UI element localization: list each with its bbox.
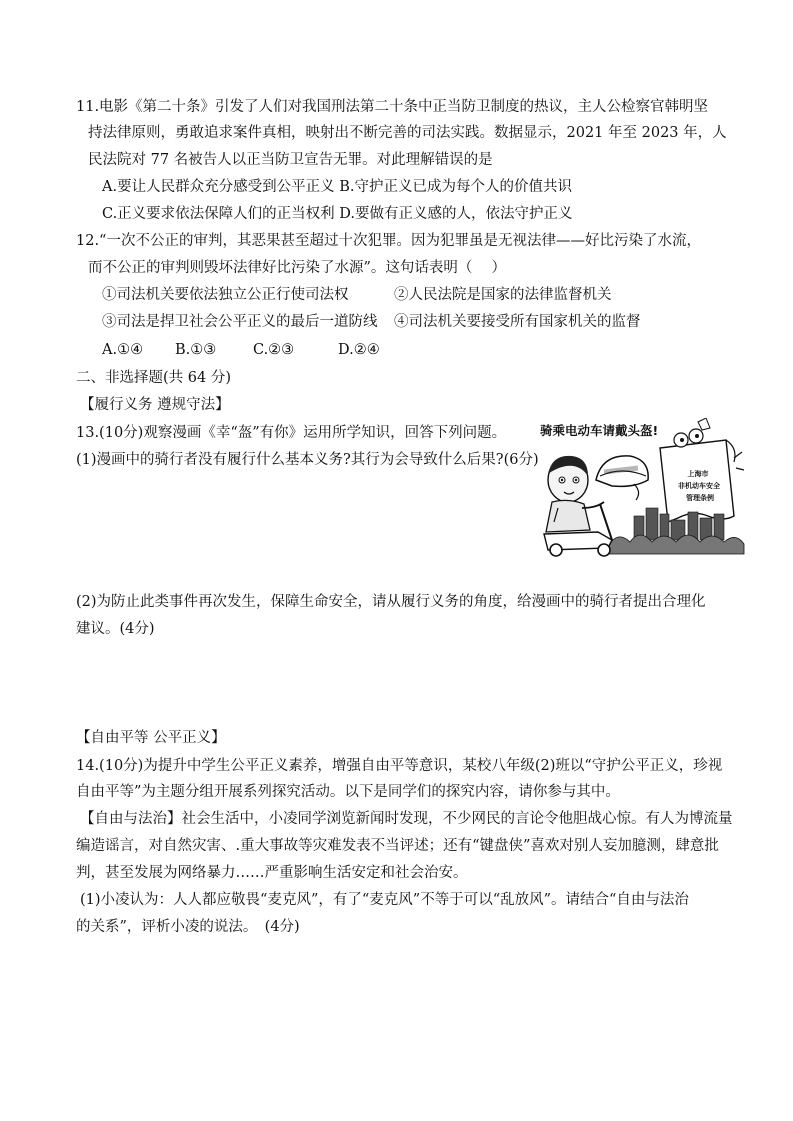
cartoon-caption: 骑乘电动车请戴头盔!	[540, 423, 659, 438]
q11-stem-line-2: 持法律原则，勇敢追求案件真相，映射出不断完善的司法实践。数据显示，2021 年至 2023 年，人	[88, 125, 727, 141]
q13-sub2-line-1: (2)为防止此类事件再次发生，保障生命安全，请从履行义务的角度，给漫画中的骑行者提出合理化	[76, 594, 706, 610]
q14-sub1-line-2: 的关系”，评析小凌的说法。 (4分)	[76, 919, 300, 935]
section-heading: 二、非选择题(共 64 分)	[76, 370, 231, 386]
doc-line-2: 非机动车安全	[678, 482, 720, 490]
q12-item-1: ①司法机关要依法独立公正行使司法权	[102, 287, 349, 303]
q11-option-cd: C.正义要求依法保障人们的正当权利 D.要做有正义感的人，依法守护正义	[102, 206, 573, 222]
q14-para-line-3: 判，甚至发展为网络暴力……严重影响生活安定和社会治安。	[76, 865, 468, 881]
q14-sub1-line-1: (1)小凌认为：人人都应敬畏“麦克风”，有了“麦克风”不等于可以“乱放风”。请结合“自由与法治	[80, 892, 689, 908]
q11-stem-line-1: 11.电影《第二十条》引发了人们对我国刑法第二十条中正当防卫制度的热议，主人公检察官韩明坚	[76, 99, 709, 115]
q12-choice-b: B.①③	[175, 342, 217, 358]
q12-item-3: ③司法是捍卫社会公平正义的最后一道防线	[102, 314, 378, 330]
q11-stem-line-3: 民法院对 77 名被告人以正当防卫宣告无罪。对此理解错误的是	[88, 152, 493, 168]
q11-option-ab: A.要让人民群众充分感受到公平正义 B.守护正义已成为每个人的价值共识	[102, 179, 572, 195]
helmet-cartoon	[538, 418, 746, 558]
q14-para-line-2: 编造谣言，对自然灾害、.重大事故等灾难发表不当评述；还有“键盘侠”喜欢对别人妄加臆测，肆意批	[76, 838, 719, 854]
q13-sub1: (1)漫画中的骑行者没有履行什么基本义务?其行为会导致什么后果?(6分)	[76, 452, 539, 468]
q12-choice-a: A.①④	[102, 342, 144, 358]
q14-para-line-1: 【自由与法治】社会生活中，小凌同学浏览新闻时发现，不少网民的言论令他胆战心惊。有人为博流量	[80, 811, 733, 827]
q12-item-4: ④司法机关要接受所有国家机关的监督	[394, 314, 641, 330]
helmet-icon	[596, 456, 648, 500]
q12-stem-line-1: 12.“一次不公正的审判，其恶果甚至超过十次犯罪。因为犯罪虽是无视法律——好比污染了水流，	[76, 233, 701, 249]
q12-choice-c: C.②③	[253, 342, 295, 358]
q12-item-2: ②人民法院是国家的法律监督机关	[394, 287, 612, 303]
doc-line-1: 上海市	[687, 470, 709, 478]
q14-stem-line-1: 14.(10分)为提升中学生公平正义素养，增强自由平等意识，某校八年级(2)班以“守护公平正义，珍视	[76, 758, 723, 774]
q13-stem: 13.(10分)观察漫画《幸“盔”有你》运用所学知识，回答下列问题。	[76, 425, 507, 441]
rider-figure	[546, 456, 604, 532]
q14-stem-line-2: 自由平等”为主题分组开展系列探究活动。以下是同学们的探究内容，请你参与其中。	[76, 784, 620, 800]
q13-sub2-line-2: 建议。(4分)	[76, 621, 155, 637]
q12-choice-d: D.②④	[338, 342, 380, 358]
topic-heading-freedom: 【自由平等 公平正义】	[76, 730, 226, 746]
q12-stem-line-2: 而不公正的审判则毁坏法律好比污染了水源”。这句话表明（ ）	[88, 260, 507, 276]
doc-line-3: 管理条例	[686, 494, 714, 502]
topic-heading-duty: 【履行义务 遵规守法】	[80, 397, 230, 413]
regulation-document	[660, 418, 744, 522]
